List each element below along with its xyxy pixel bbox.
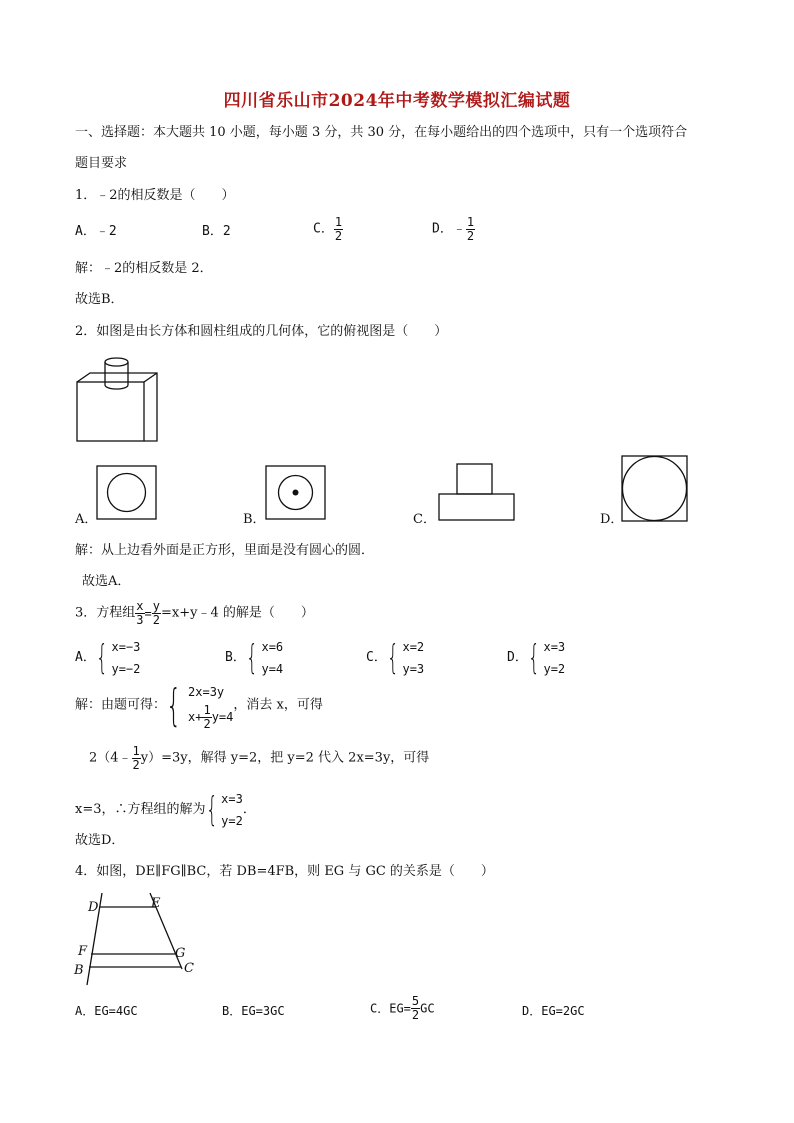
q4-option-c-fraction: [411, 995, 420, 1022]
q3-sol1-row2-fraction: [202, 704, 211, 731]
q4-label-c: C: [184, 961, 194, 976]
q2-option-a-label: A．: [75, 512, 98, 527]
q4-label-g: G: [175, 946, 186, 961]
q3-stem-f2-den: 2: [152, 613, 160, 627]
q3-sol3-row2: y=2: [221, 814, 243, 828]
q1-option-d-num: 1: [466, 215, 475, 229]
q3-stem-f1-den: 3: [136, 613, 144, 627]
q3-option-c-row2: y=3: [402, 662, 425, 676]
q3-option-b-system: { x=6 y=4: [245, 638, 284, 678]
q3-sol1-row2: [188, 704, 233, 731]
q3-sol2-den: 2: [132, 758, 140, 772]
q3-sol1-system: { 2x=3y x+ $\frac{1}{2}$ y=4: [166, 679, 234, 731]
q3-stem-eq: =: [144, 606, 152, 621]
q3-option-b-row2: y=4: [261, 662, 284, 676]
q1-option-d-fraction: [466, 216, 475, 243]
q3-option-d-system: { x=3 y=2: [527, 638, 566, 678]
page-title: 四川省乐山市2024年中考数学模拟汇编试题: [223, 91, 571, 111]
q3-stem: [75, 600, 314, 627]
q3-solution-line1: [75, 680, 323, 731]
q2-option-a-figure: [96, 465, 158, 521]
q3-option-c-row1: x=2: [402, 640, 425, 654]
q3-sol2-fraction: [132, 745, 141, 772]
q3-sol1-prefix: 解：由题可得：: [75, 697, 167, 713]
q3-option-a-row1: x=−3: [111, 640, 141, 654]
q4-label-e: E: [151, 896, 161, 911]
q3-sol1-row2-num: 1: [203, 703, 211, 717]
q1-stem: 1．﹣2的相反数是（ ）: [75, 188, 235, 203]
q2-solution: 解：从上边看外面是正方形，里面是没有圆心的圆．: [75, 543, 375, 558]
q3-option-c: [366, 636, 424, 680]
q3-option-a-row2: y=−2: [111, 662, 141, 676]
q1-option-d-den: 2: [466, 229, 475, 243]
q3-option-c-label: C．: [366, 650, 387, 665]
q1-option-c-label: C．: [313, 221, 334, 237]
q1-option-c-den: 2: [334, 229, 343, 243]
q3-option-c-system: { x=2 y=3: [386, 638, 425, 678]
section-instructions-line2: 题目要求: [75, 156, 128, 171]
q3-sol1-row2-a: x+: [188, 710, 203, 724]
q3-stem-f2-num: y: [152, 599, 160, 613]
q3-option-d-row1: x=3: [543, 640, 566, 654]
q1-option-c-num: 1: [334, 215, 343, 229]
q1-option-c-fraction: [334, 216, 343, 243]
q2-option-b-label: B．: [243, 512, 266, 527]
q3-sol3-suffix: ．: [242, 802, 256, 817]
q4-trapezoid-figure: [74, 893, 204, 989]
q4-option-d: D．EG=2GC: [522, 1004, 585, 1018]
q3-sol1-row2-b: y=4: [211, 710, 234, 724]
q3-option-b-row1: x=6: [261, 640, 284, 654]
section-instructions-line1: 一、选择题：本大题共 10 小题，每小题 3 分，共 30 分，在每小题给出的四个选项中，只有一个选项符合: [75, 125, 688, 140]
q2-stem: 2．如图是由长方体和圆柱组成的几何体，它的俯视图是（ ）: [75, 324, 448, 339]
q3-sol1-suffix: ，消去 x，可得: [233, 697, 323, 713]
q3-solution-line3: [75, 788, 256, 832]
q3-sol1-row2-den: 2: [203, 717, 211, 731]
q4-option-a: A．EG=4GC: [75, 1004, 138, 1018]
q4-option-c-a: C．EG=: [370, 1001, 411, 1016]
q3-sol3-system: { x=3 y=2: [205, 790, 243, 830]
q4-option-c-den: 2: [411, 1008, 420, 1022]
q3-stem-suffix: =x+y﹣4 的解是（ ）: [160, 605, 314, 621]
q3-sol3-row1: x=3: [221, 792, 243, 806]
q3-option-d-label: D．: [507, 650, 528, 665]
q3-option-b-label: B．: [225, 650, 246, 665]
q3-sol2-num: 1: [132, 744, 140, 758]
q1-option-a: A．﹣2: [75, 224, 117, 239]
q3-stem-fraction-x: [135, 600, 144, 627]
q2-answer: 故选A．: [82, 574, 131, 589]
q4-label-d: D: [88, 900, 99, 915]
q3-stem-prefix: 3．方程组: [75, 605, 136, 621]
q3-sol2-b: y）=3y，解得 y=2，把 y=2 代入 2x=3y，可得: [140, 750, 430, 766]
q3-option-b: [225, 636, 283, 680]
q3-stem-fraction-y: [152, 600, 161, 627]
q2-option-b-figure: [265, 465, 327, 521]
q2-option-c-figure: [438, 463, 516, 523]
q3-sol1-row1: 2x=3y: [188, 685, 225, 699]
q4-label-b: B: [74, 963, 84, 978]
q4-stem: 4．如图，DE∥FG∥BC，若 DB=4FB，则 EG 与 GC 的关系是（ ）: [75, 864, 494, 879]
q3-option-d-row2: y=2: [543, 662, 566, 676]
q4-option-c-b: GC: [420, 1001, 435, 1016]
q4-option-b: B．EG=3GC: [222, 1004, 285, 1018]
q3-option-a-label: A．: [75, 650, 96, 665]
q2-option-d-label: D．: [600, 512, 624, 527]
q1-option-b: B．2: [202, 224, 231, 239]
q1-option-d-label: D．﹣: [432, 221, 466, 237]
q1-option-d: [432, 216, 475, 243]
q1-answer: 故选B．: [75, 292, 124, 307]
q2-option-d-figure: [621, 455, 689, 523]
q3-option-d: [507, 636, 565, 680]
q3-option-a: [75, 636, 140, 680]
q3-sol3-prefix: x=3，∴方程组的解为: [75, 802, 206, 817]
q3-stem-f1-num: x: [136, 599, 144, 613]
q4-option-c: [370, 995, 435, 1022]
q2-solid-figure: [76, 354, 160, 444]
q4-label-f: F: [78, 944, 88, 959]
q3-answer: 故选D．: [75, 833, 125, 848]
q3-sol2-a: 2（4﹣: [89, 750, 132, 766]
q1-solution: 解：﹣2的相反数是 2．: [75, 261, 213, 276]
q1-option-c: [313, 216, 343, 243]
q3-solution-line2: [89, 745, 429, 772]
q2-option-c-label: C．: [413, 512, 436, 527]
q3-option-a-system: { x=−3 y=−2: [95, 638, 141, 678]
q4-option-c-num: 5: [411, 994, 420, 1008]
